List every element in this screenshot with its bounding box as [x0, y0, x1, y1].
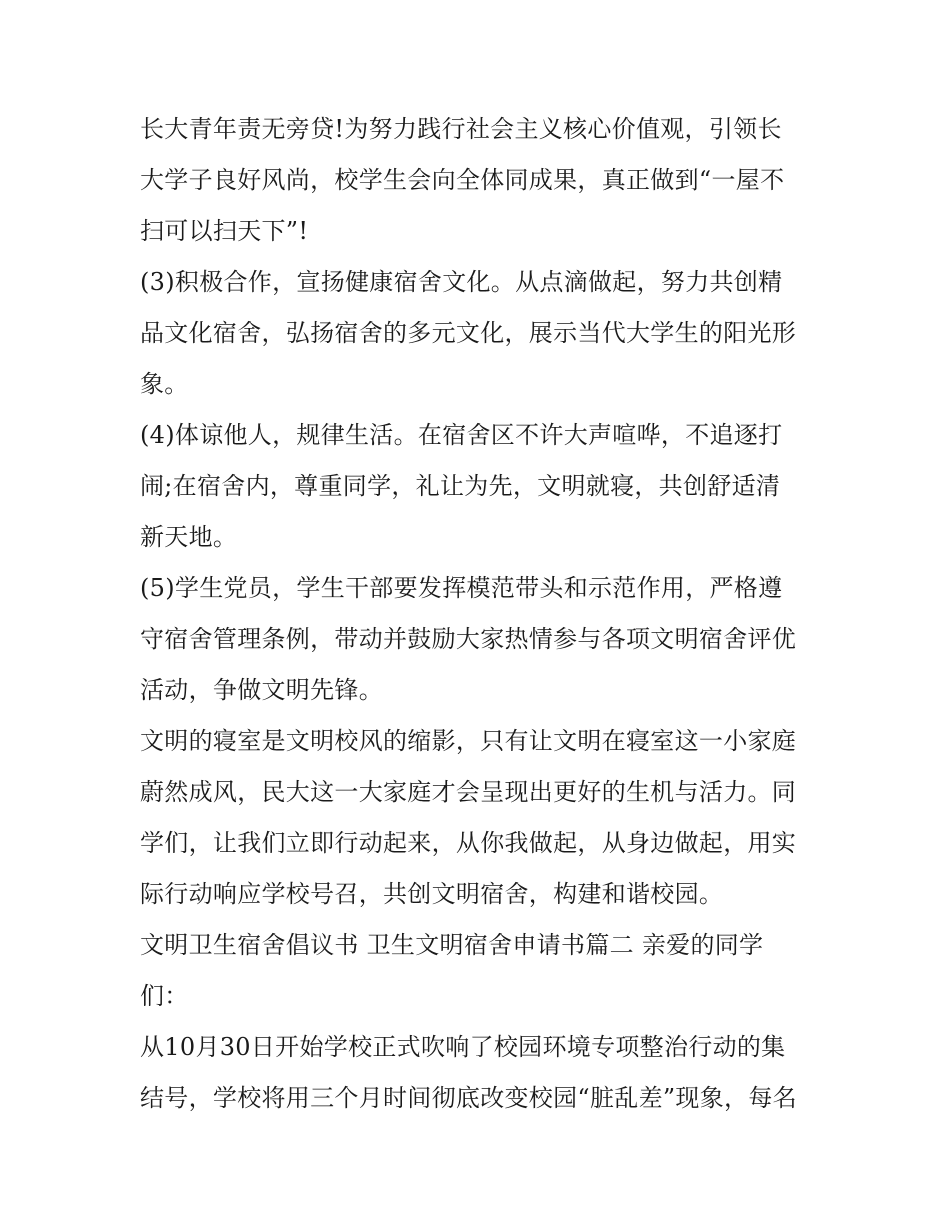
- text-line: 扫可以扫天下”!: [140, 217, 309, 245]
- text-line: 文明的寝室是文明校风的缩影，只有让文明在寝室这一小家庭: [140, 727, 797, 755]
- text-line: 闹;在宿舍内，尊重同学，礼让为先，文明就寝，共创舒适清: [140, 472, 781, 500]
- text-line: (5)学生党员，学生干部要发挥模范带头和示范作用，严格遵: [140, 574, 783, 602]
- text-line: 从10月30日开始学校正式吹响了校园环境专项整治行动的集: [140, 1033, 786, 1061]
- text-line: (4)体谅他人，规律生活。在宿舍区不许大声喧哗，不追逐打: [140, 421, 783, 449]
- text-line: 守宿舍管理条例，带动并鼓励大家热情参与各项文明宿舍评优: [140, 625, 797, 653]
- text-line: 活动，争做文明先锋。: [140, 676, 383, 704]
- text-line: 新天地。: [140, 523, 238, 551]
- text-line: 长大青年责无旁贷!为努力践行社会主义核心价值观，引领长: [140, 115, 782, 143]
- text-line: 蔚然成风，民大这一大家庭才会呈现出更好的生机与活力。同: [140, 778, 797, 806]
- text-line: 品文化宿舍，弘扬宿舍的多元文化，展示当代大学生的阳光形: [140, 319, 797, 347]
- text-line: 们：: [140, 982, 189, 1010]
- text-line: 象。: [140, 370, 189, 398]
- text-line: (3)积极合作，宣扬健康宿舍文化。从点滴做起，努力共创精: [140, 268, 783, 296]
- text-line: 文明卫生宿舍倡议书 卫生文明宿舍申请书篇二 亲爱的同学: [140, 931, 764, 959]
- text-line: 际行动响应学校号召，共创文明宿舍，构建和谐校园。: [140, 880, 724, 908]
- text-line: 大学子良好风尚，校学生会向全体同成果，真正做到“一屋不: [140, 166, 785, 194]
- text-line: 学们，让我们立即行动起来，从你我做起，从身边做起，用实: [140, 829, 797, 857]
- text-line: 结号，学校将用三个月时间彻底改变校园“脏乱差”现象，每名: [140, 1084, 797, 1112]
